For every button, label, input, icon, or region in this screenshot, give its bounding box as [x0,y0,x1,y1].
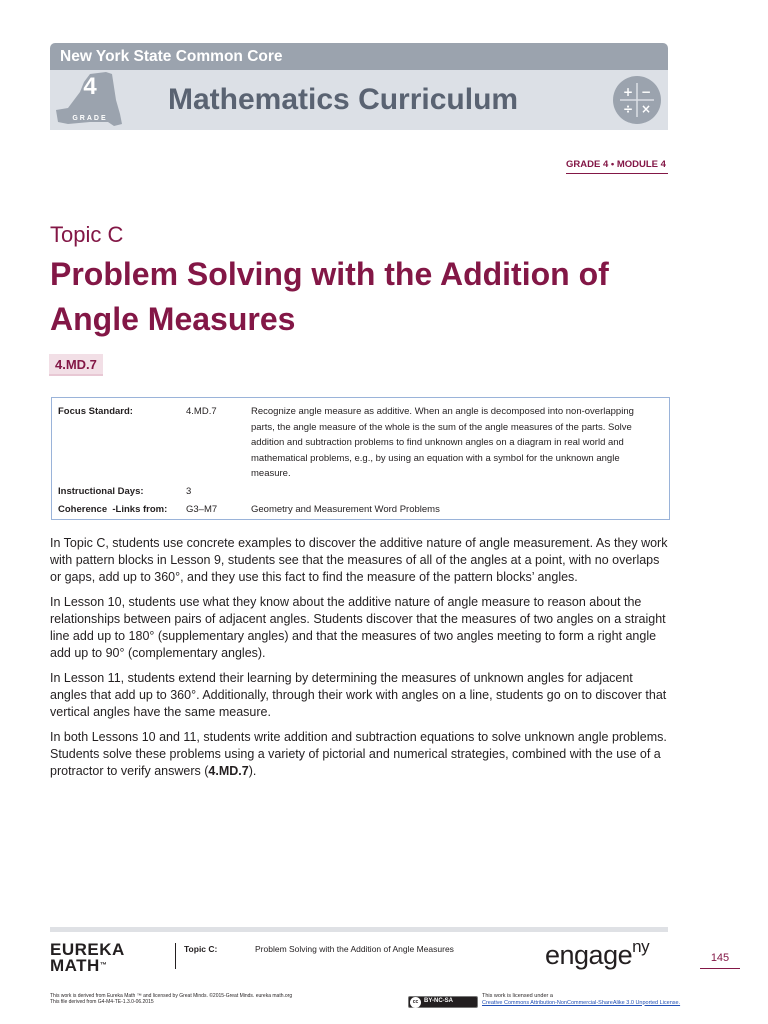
instructional-days-value: 3 [186,486,192,497]
license-line-1: This work is licensed under a [482,993,553,999]
overview-paragraph-3: In Lesson 11, students extend their learning by determining the measures of unknown angles for adjacent angles that add up to 360°. Additionally, through their work with angles on a line, students go on to discover that vertical angles have the same measure. [50,671,667,719]
footer-topic-description: Problem Solving with the Addition of Angle Measures [255,944,454,954]
engage-word: engage [545,940,633,970]
license-link[interactable]: Creative Commons Attribution-NonCommercial-ShareAlike 3.0 Unported License. [482,999,681,1006]
module-label-rule [566,173,668,174]
derivation-line-1: This work is derived from Eureka Math ™ and licensed by Great Minds. ©2015-Great Minds. eureka math.org [50,993,293,999]
ny-state-grade-icon [50,70,130,130]
page-number: 145 [710,952,730,964]
module-label: GRADE 4 • MODULE 4 [566,159,666,170]
footer-rule [50,927,668,932]
instructional-days-label: Instructional Days: [58,486,144,497]
coherence-code: G3–M7 [186,504,218,515]
coherence-description: Geometry and Measurement Word Problems [251,504,440,515]
topic-label: Topic C [50,222,124,247]
focus-standard-code: 4.MD.7 [186,406,217,417]
coherence-label: Coherence -Links from: [58,504,168,515]
ops-minus-glyph: − [640,85,652,99]
cc-icon: cc [410,997,421,1008]
derivation-notice [50,993,292,1005]
grade-word: GRADE [72,115,108,122]
banner-top-text: New York State Common Core [60,48,283,65]
banner-top-strip [50,43,668,70]
overview-paragraph-2: In Lesson 10, students use what they know about the additive nature of angle measure to reason about the relationships between pairs of adjacent angles. Students discover that the measures of two angles on a straight line add up to 180° (supplementary angles) and that the measures of two angles meeting to form a right angle add up to 90° (complementary angles). [50,595,666,660]
paragraph-4-close: ). [248,764,257,778]
curriculum-banner [50,43,668,130]
paragraph-4-standard: 4.MD.7 [208,764,249,778]
engageny-logo [545,937,650,971]
standard-badge: 4.MD.7 [49,354,103,376]
standards-table [51,397,670,520]
topic-title: Problem Solving with the Addition of Angle Measures [50,256,609,337]
derivation-line-2: This file derived from G4-M4-TE-1.3.0-06.2015 [50,999,154,1005]
eureka-math-logo [50,942,125,974]
focus-standard-description: Recognize angle measure as additive. When an angle is decomposed into non-overlapping parts, the angle measure of the whole is the sum of the angle measures of the parts. Solve addition and subtraction problems to find unknown angles on a diagram in real world and mathematical problems, e.g., by using an equation with a symbol for the unknown angle measure. [251,406,634,479]
banner-body [50,70,668,130]
ops-plus-glyph: + [622,85,634,99]
grade-number: 4 [83,73,97,100]
cc-by-nc-sa-badge [408,996,478,1008]
eureka-logo-math: MATH [50,956,100,975]
license-notice [482,993,680,1006]
eureka-logo-line-2 [50,958,125,974]
overview-paragraph-1: In Topic C, students use concrete examples to discover the additive nature of angle measurement. As they work with pattern blocks in Lesson 9, students see that the measures of all of the angles at a point, with no overlaps or gaps, add up to 360°, and they use this fact to find the measure of the pattern blocks’ angles. [50,536,668,584]
eureka-logo-line-1: EUREKA [50,940,125,959]
ops-divide-glyph: ÷ [622,102,634,116]
eureka-trademark: ™ [99,962,108,969]
paragraph-4-text: In both Lessons 10 and 11, students write addition and subtraction equations to solve unknown angle problems. Students solve these problems using a variety of pictorial and numerical strategies, combined with the use of a protractor to verify answers ( [50,730,667,778]
ops-times-glyph: × [640,102,652,116]
overview-paragraph-4 [50,729,670,780]
page-number-rule [700,968,740,969]
cc-badge-text: BY-NC-SA [424,998,454,1004]
math-operations-icon [612,75,662,125]
topic-overview [50,535,670,788]
engage-ny-word: ny [632,937,650,956]
footer-separator [175,943,176,969]
footer-topic-label: Topic C: [184,944,218,954]
curriculum-title: Mathematics Curriculum [168,83,519,116]
focus-standard-label: Focus Standard: [58,406,133,417]
